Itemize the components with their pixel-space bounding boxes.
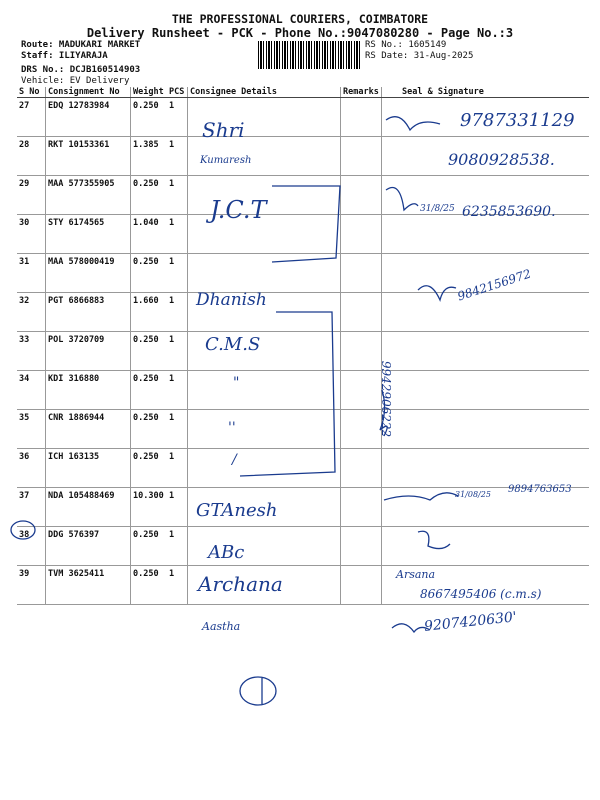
cell-weight: 0.250 — [131, 527, 168, 566]
hand-consignee-27: Shri — [202, 118, 245, 142]
cell-sno: 38 — [17, 527, 46, 566]
hand-signature-29-date: 31/8/25 — [420, 204, 455, 214]
col-sno: S No — [17, 87, 46, 98]
company-name: THE PROFESSIONAL COURIERS, COIMBATORE — [171, 12, 429, 26]
cell-remarks — [341, 215, 382, 254]
col-consignment: Consignment No — [46, 87, 131, 98]
cell-signature — [382, 371, 590, 410]
cell-signature — [382, 527, 590, 566]
cell-weight: 0.250 — [131, 410, 168, 449]
cell-remarks — [341, 176, 382, 215]
hand-consignee-34: '' — [228, 420, 236, 436]
cell-sno: 37 — [17, 488, 46, 527]
hand-consignee-31: Dhanish — [196, 290, 267, 310]
hand-consignee-28: Kumaresh — [200, 155, 252, 166]
cell-consignment: DDG 576397 — [46, 527, 131, 566]
cell-pcs: 1 — [167, 293, 188, 332]
table-row — [17, 527, 589, 566]
hand-signature-31: 9842156972 — [455, 266, 533, 304]
cell-consignment: STY 6174565 — [46, 215, 131, 254]
cell-consignment: MAA 577355905 — [46, 176, 131, 215]
cell-weight: 0.250 — [131, 566, 168, 605]
rs-date: RS Date: 31-Aug-2025 — [365, 51, 474, 61]
cell-sno: 33 — [17, 332, 46, 371]
hand-signature-28: 9080928538. — [448, 150, 555, 169]
rs-number: RS No.: 1605149 — [365, 40, 447, 50]
cell-weight: 0.250 — [131, 176, 168, 215]
cell-pcs: 1 — [167, 98, 188, 137]
col-weight: Weight — [131, 87, 168, 98]
cell-pcs: 1 — [167, 410, 188, 449]
cell-pcs: 1 — [167, 566, 188, 605]
cell-sno: 31 — [17, 254, 46, 293]
cell-pcs: 1 — [167, 527, 188, 566]
cell-sno: 34 — [17, 371, 46, 410]
hand-consignee-38: Archana — [198, 572, 283, 596]
cell-weight: 0.250 — [131, 371, 168, 410]
route: Route: MADUKARI MARKET — [21, 40, 141, 50]
hand-signature-vertical: 9942906222 — [379, 360, 394, 438]
cell-sno: 36 — [17, 449, 46, 488]
table-row — [17, 215, 589, 254]
cell-weight: 1.385 — [131, 137, 168, 176]
hand-consignee-35: / — [232, 452, 237, 468]
staff: Staff: ILIYARAJA — [21, 51, 108, 61]
cell-pcs: 1 — [167, 254, 188, 293]
cell-remarks — [341, 332, 382, 371]
cell-sno: 35 — [17, 410, 46, 449]
table-row — [17, 332, 589, 371]
meta-left — [21, 40, 140, 87]
cell-pcs: 1 — [167, 176, 188, 215]
col-pcs: PCS — [167, 87, 188, 98]
hand-signature-39: 9207420630' — [423, 609, 518, 635]
cell-remarks — [341, 527, 382, 566]
cell-consignment: CNR 1886944 — [46, 410, 131, 449]
cell-sno: 32 — [17, 293, 46, 332]
cell-consignee — [188, 254, 341, 293]
cell-signature — [382, 215, 590, 254]
cell-weight: 0.250 — [131, 98, 168, 137]
cell-weight: 1.660 — [131, 293, 168, 332]
cell-pcs: 1 — [167, 371, 188, 410]
hand-consignee-33: " — [233, 375, 240, 391]
hand-signature-36-date: 31/08/25 — [455, 490, 491, 499]
cell-sno: 39 — [17, 566, 46, 605]
cell-pcs: 1 — [167, 215, 188, 254]
hand-consignee-39: Aastha — [202, 620, 241, 633]
cell-consignment: NDA 105488469 — [46, 488, 131, 527]
cell-consignment: TVM 3625411 — [46, 566, 131, 605]
cell-weight: 0.250 — [131, 254, 168, 293]
cell-consignment: MAA 578000419 — [46, 254, 131, 293]
table-body — [17, 98, 589, 605]
barcode — [258, 41, 360, 69]
vehicle: Vehicle: EV Delivery — [21, 76, 130, 86]
cell-remarks — [341, 410, 382, 449]
cell-signature — [382, 449, 590, 488]
cell-remarks — [341, 449, 382, 488]
hand-consignee-37: ABc — [208, 542, 245, 563]
cell-consignee — [188, 410, 341, 449]
table-row — [17, 293, 589, 332]
cell-sno: 29 — [17, 176, 46, 215]
cell-pcs: 1 — [167, 137, 188, 176]
meta-right — [365, 40, 473, 62]
cell-weight: 0.250 — [131, 449, 168, 488]
cell-consignment: RKT 10153361 — [46, 137, 131, 176]
hand-signature-38: 8667495406 (c.m.s) — [420, 587, 542, 601]
cell-consignment: KDI 316880 — [46, 371, 131, 410]
hand-signature-36: 9894763653 — [508, 484, 572, 495]
table-row — [17, 410, 589, 449]
cell-pcs: 1 — [167, 488, 188, 527]
table-row — [17, 371, 589, 410]
cell-consignee — [188, 371, 341, 410]
cell-weight: 1.040 — [131, 215, 168, 254]
cell-pcs: 1 — [167, 449, 188, 488]
cell-remarks — [341, 137, 382, 176]
hand-consignee-36: GTAnesh — [196, 500, 278, 521]
cell-remarks — [341, 488, 382, 527]
cell-signature — [382, 410, 590, 449]
cell-remarks — [341, 98, 382, 137]
table-row — [17, 449, 589, 488]
cell-remarks — [341, 293, 382, 332]
col-remarks: Remarks — [341, 87, 382, 98]
hand-consignee-29: J.C.T — [210, 196, 267, 224]
cell-consignment: EDQ 12783984 — [46, 98, 131, 137]
bottom-mark-outer — [240, 677, 276, 705]
hand-signature-38-name: Arsana — [396, 568, 436, 581]
col-consignee: Consignee Details — [188, 87, 341, 98]
cell-consignment: POL 3720709 — [46, 332, 131, 371]
hand-signature-27: 9787331129 — [460, 110, 575, 131]
runsheet-title: Delivery Runsheet - PCK - Phone No.:9047080280 - Page No.:3 — [86, 26, 514, 40]
cell-consignment: PGT 6866883 — [46, 293, 131, 332]
cell-weight: 10.300 — [131, 488, 168, 527]
cell-sno: 28 — [17, 137, 46, 176]
cell-remarks — [341, 254, 382, 293]
cell-pcs: 1 — [167, 332, 188, 371]
cell-remarks — [341, 566, 382, 605]
cell-signature — [382, 293, 590, 332]
drs-number: DRS No.: DCJB160514903 — [21, 65, 141, 75]
cell-weight: 0.250 — [131, 332, 168, 371]
table-row — [17, 488, 589, 527]
cell-sno: 27 — [17, 98, 46, 137]
cell-consignment: ICH 163135 — [46, 449, 131, 488]
cell-signature — [382, 332, 590, 371]
col-signature: Seal & Signature — [382, 87, 590, 98]
cell-consignee — [188, 449, 341, 488]
cell-sno: 30 — [17, 215, 46, 254]
hand-signature-29: 6235853690. — [462, 204, 556, 220]
hand-consignee-32: C.M.S — [205, 334, 261, 355]
cell-remarks — [341, 371, 382, 410]
